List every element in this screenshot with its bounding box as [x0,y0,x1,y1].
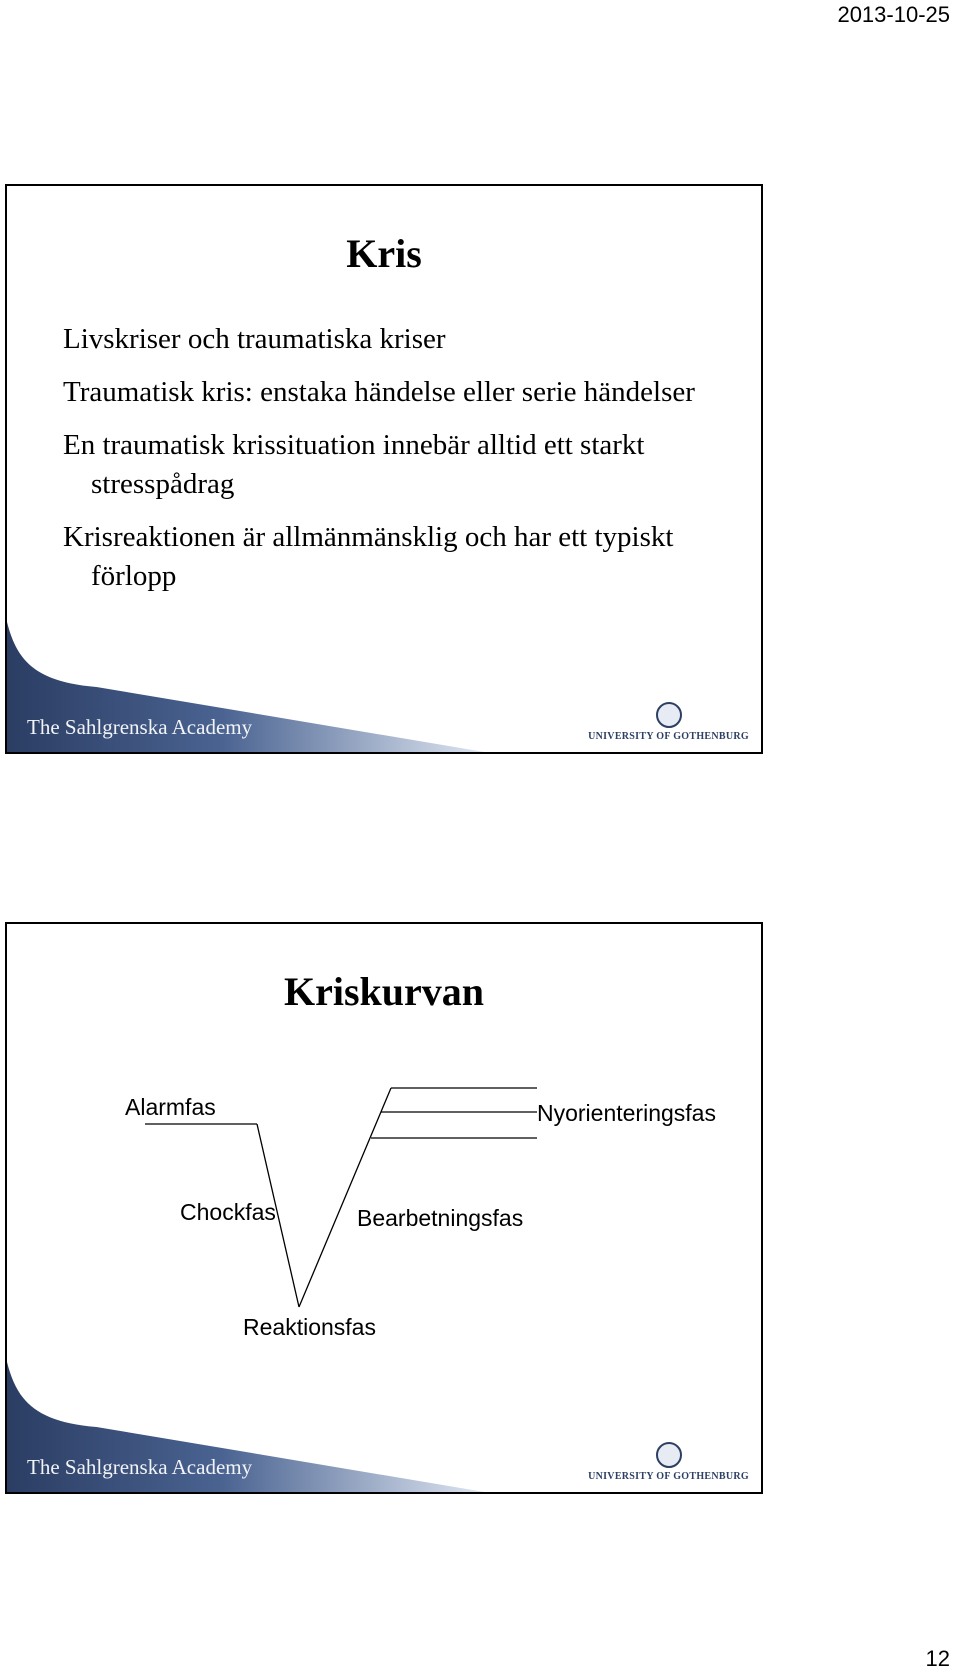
label-chockfas: Chockfas [180,1199,276,1225]
university-logo [588,702,749,742]
page-number: 12 [925,1646,950,1671]
bullet-item: Livskriser och traumatiska kriser [63,323,446,355]
label-reaktionsfas: Reaktionsfas [243,1314,376,1340]
label-alarmfas: Alarmfas [125,1094,216,1120]
slide-kriskurvan [5,922,763,1494]
recovery-ascent [299,1088,391,1307]
university-seal-icon [656,1442,682,1468]
university-name: UNIVERSITY OF GOTHENBURG [588,1471,749,1482]
slide-kris [5,184,763,754]
label-bearbetningsfas: Bearbetningsfas [357,1205,524,1231]
page-date: 2013-10-25 [837,2,950,27]
bullet-list [63,320,743,610]
university-seal-icon [656,702,682,728]
bullet-item: Traumatisk kris: enstaka händelse eller serie händelser [63,376,695,408]
footer-academy-text: The Sahlgrenska Academy [27,715,253,739]
bullet-item: En traumatisk krissituation innebär alltid ett starkt stresspådrag [63,429,645,500]
label-nyorienteringsfas: Nyorienteringsfas [537,1100,716,1126]
slide-title: Kriskurvan [283,969,485,1014]
slide-title: Kris [346,231,422,276]
bullet-item: Krisreaktionen är allmänmänsklig och har ett typiskt förlopp [63,521,674,592]
footer-academy-text: The Sahlgrenska Academy [27,1455,253,1479]
university-name: UNIVERSITY OF GOTHENBURG [588,731,749,742]
university-logo [588,1442,749,1482]
